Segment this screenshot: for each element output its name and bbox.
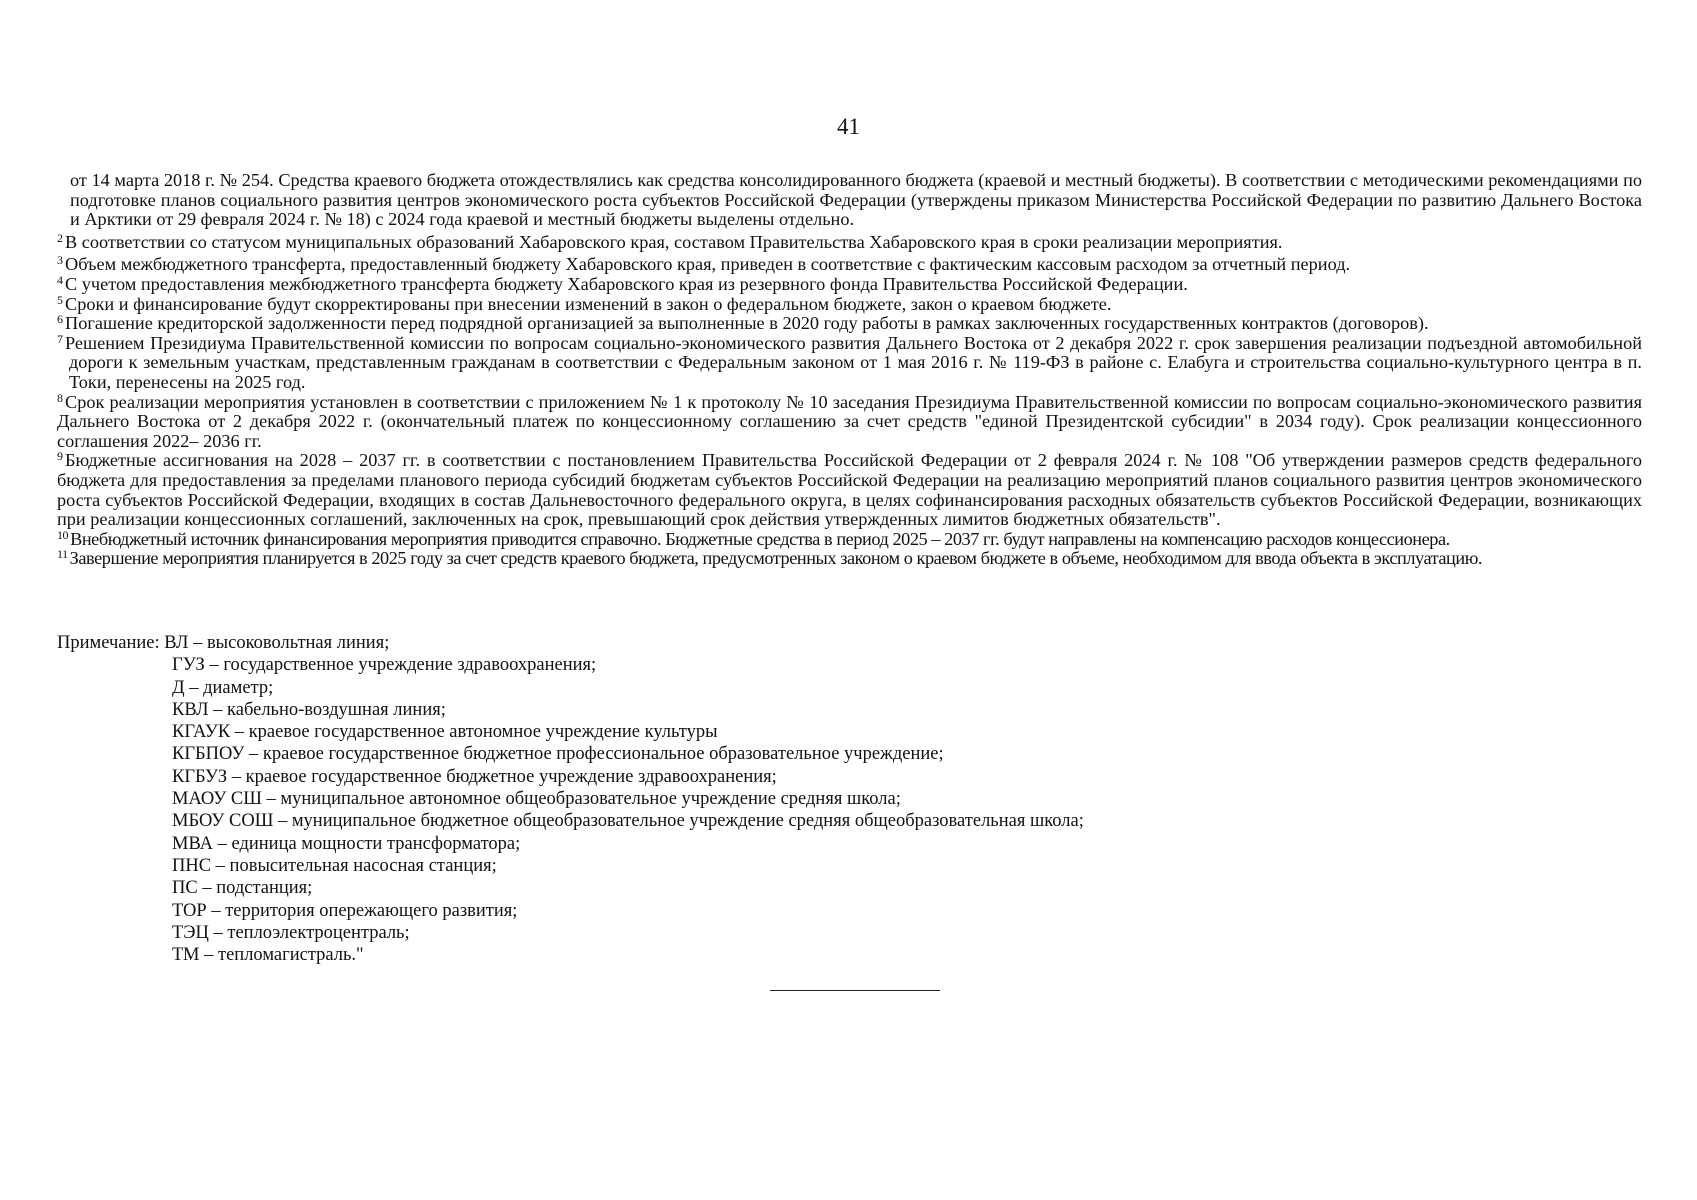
footnote-continuation [57, 171, 1642, 230]
footnote-mark: 7 [57, 331, 63, 346]
note-item: КГАУК – краевое государственное автономное учреждение культуры [172, 722, 718, 743]
footnote-text: Объем межбюджетного трансферта, предоставленный бюджету Хабаровского края, приведен в соответствие с фактическим кассовым расходом за отчетный период. [65, 254, 1351, 275]
note-item: ПС – подстанция; [172, 878, 313, 899]
footnote-mark: 3 [57, 253, 63, 268]
closing-rule [770, 990, 940, 991]
footnote-5 [57, 292, 1642, 315]
note-item: КГБПОУ – краевое государственное бюджетное профессиональное образовательное учреждение; [172, 744, 944, 765]
abbreviations-note [57, 632, 1357, 966]
footnote-4 [57, 272, 1642, 295]
footnote-text: В соответствии со статусом муниципальных образований Хабаровского края, составом Правительства Хабаровского края в сроки реализации мероприятия. [65, 231, 1283, 252]
footnote-mark: 2 [57, 230, 63, 245]
footnote-7 [57, 331, 1642, 393]
footnote-8 [57, 390, 1642, 452]
footnote-text: Бюджетные ассигнования на 2028 – 2037 гг. в соответствии с постановлением Правительства Российской Федерации от 2 февраля 2024 г. № 108 "Об утверждении размеров средств федерального бюджета для предоставления за пределами планового периода субсидий бюджетам субъектов Российской Федерации на реализацию мероприятий планов социального развития центров экономического роста субъектов Российской Федерации, входящих в состав Дальневосточного федерального округа, в целях софинансирования расходных обязательств субъектов Российской Федерации, возникающих при реализации концессионных соглашений, заключенных на срок, превышающий срок действия утвержденных лимитов бюджетных обязательств". [57, 450, 1642, 530]
footnote-mark: 6 [57, 312, 63, 327]
footnote-text: Завершение мероприятия планируется в 2025 году за счет средств краевого бюджета, предусмотренных законом о краевом бюджете в объеме, необходимом для ввода объекта в эксплуатацию. [69, 548, 1483, 569]
note-item: ТОР – территория опережающего развития; [172, 900, 518, 921]
footnote-mark: 11 [57, 547, 68, 562]
note-item: МАОУ СШ – муниципальное автономное общеобразовательное учреждение средняя школа; [172, 789, 901, 810]
footnote-text: Погашение кредиторской задолженности перед подрядной организацией за выполненные в 2020 году работы в рамках заключенных государственных контрактов (договоров). [65, 313, 1429, 334]
note-item: МБОУ СОШ – муниципальное бюджетное общеобразовательное учреждение средняя общеобразовательная школа; [172, 811, 1084, 832]
footnote-text: С учетом предоставления межбюджетного трансферта бюджету Хабаровского края из резервного фонда Правительства Российской Федерации. [65, 273, 1188, 294]
footnote-11 [57, 549, 1642, 569]
footnote-mark: 5 [57, 292, 63, 307]
note-item: ТЭЦ – теплоэлектроцентраль; [172, 922, 410, 943]
footnote-text: Внебюджетный источник финансирования мероприятия приводится справочно. Бюджетные средства в период 2025 – 2037 гг. будут направлены на компенсацию расходов концессионера. [70, 528, 1450, 549]
footnote-mark: 9 [57, 449, 63, 464]
footnote-3 [57, 255, 1642, 275]
footnote-mark: 8 [57, 390, 63, 405]
footnote-text: от 14 марта 2018 г. № 254. Средства краевого бюджета отождествлялись как средства консолидированного бюджета (краевой и местный бюджеты). В соответствии с методическими рекомендациями по подготовке планов социального развития центров экономического роста субъектов Российской Федерации (утверждены приказом Министерства Российской Федерации по развитию Дальнего Востока и Арктики от 29 февраля 2024 г. № 18) с 2024 года краевой и местный бюджеты выделены отдельно. [70, 170, 1642, 230]
footnote-9 [57, 451, 1642, 529]
note-item: ГУЗ – государственное учреждение здравоохранения; [172, 655, 597, 676]
note-item: КГБУЗ – краевое государственное бюджетное учреждение здравоохранения; [172, 766, 777, 787]
footnote-6 [57, 314, 1642, 334]
footnote-mark: 10 [57, 527, 69, 542]
footnote-text: Срок реализации мероприятия установлен в соответствии с приложением № 1 к протоколу № 10 заседания Президиума Правительственной комиссии по вопросам социально-экономического развития Дальнего Востока от 2 декабря 2022 г. (окончательный платеж по концессионному соглашению за счет средств "единой Президентской субсидии" в 2034 году). Срок реализации концессионного соглашения 2022– 2036 гг. [57, 391, 1642, 451]
footnotes-section [57, 171, 1642, 569]
footnote-text: Сроки и финансирование будут скорректированы при внесении изменений в закон о федеральном бюджете, закон о краевом бюджете. [65, 293, 1112, 314]
footnote-text: Решением Президиума Правительственной комиссии по вопросам социально-экономического развития Дальнего Востока от 2 декабря 2022 г. срок завершения реализации подъездной автомобильной дороги к земельным участкам, представленным гражданам в соответствии с Федеральным законом от 1 мая 2016 г. № 119-ФЗ в районе с. Елабуга и строительства социально-культурного центра в п. Токи, перенесены на 2025 год. [65, 332, 1642, 392]
note-title: Примечание: ВЛ – высоковольтная линия; [57, 633, 390, 653]
note-item: ПНС – повысительная насосная станция; [172, 855, 497, 876]
note-item: КВЛ – кабельно-воздушная линия; [172, 699, 446, 720]
footnote-2 [57, 230, 1642, 253]
note-item: Д – диаметр; [172, 677, 274, 698]
footnote-mark: 4 [57, 272, 63, 287]
note-item: МВА – единица мощности трансформатора; [172, 833, 521, 854]
page-number: 41 [837, 114, 860, 139]
footnote-10 [57, 527, 1642, 550]
note-item: ТМ – тепломагистраль." [172, 945, 364, 966]
